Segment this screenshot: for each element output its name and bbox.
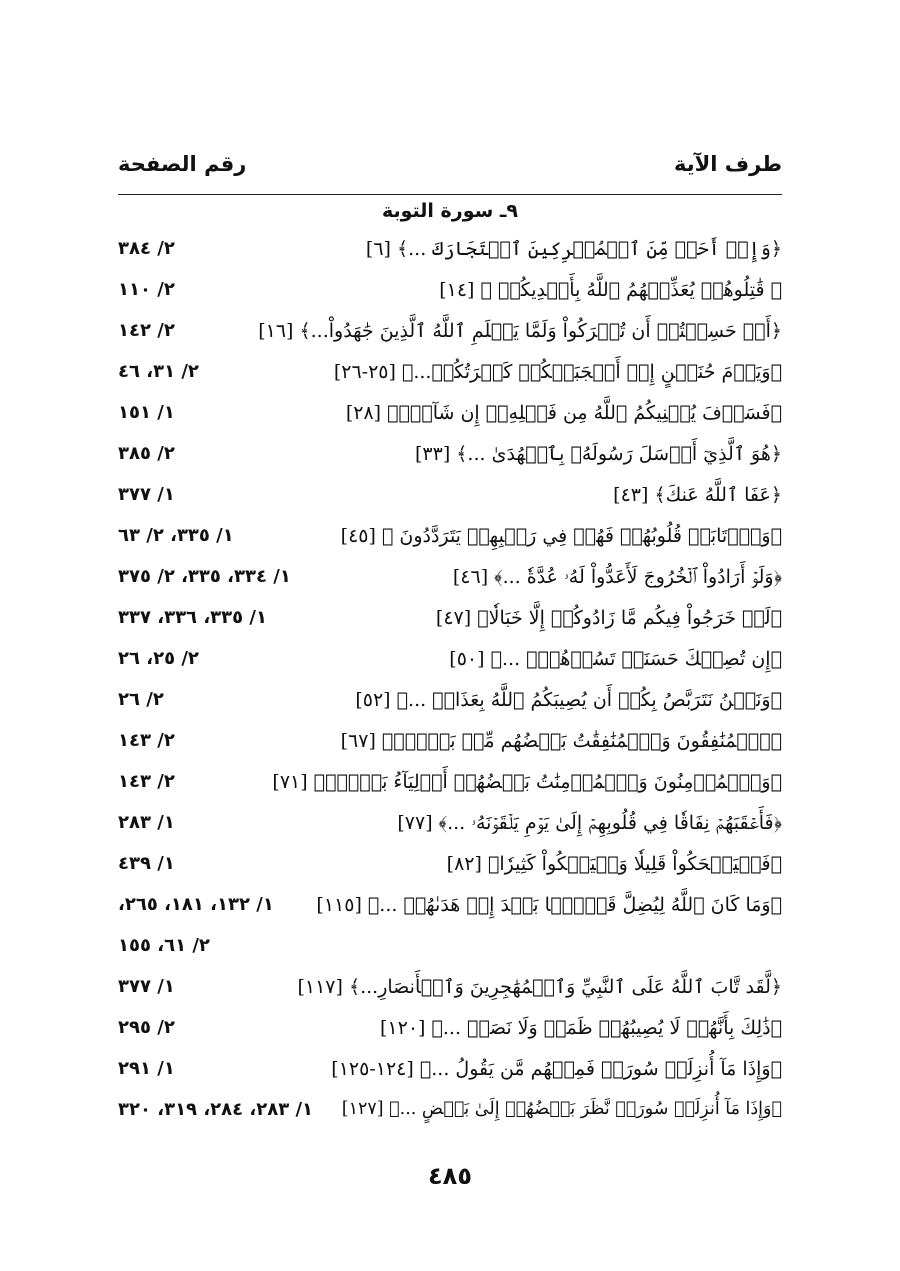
page-reference: ٢/ ١١٠ <box>118 279 175 300</box>
page-reference: ٢/ ٢٩٥ <box>118 1017 175 1038</box>
page-reference: ٢/ ٢٦ <box>118 689 164 710</box>
page-reference: ١/ ٢٨٣، ٢٨٤، ٣١٩، ٣٢٠ <box>118 1099 314 1120</box>
table-row <box>118 646 782 687</box>
table-row <box>118 605 782 646</box>
verse-excerpt: ﴿لَوۡ خَرَجُواْ فِيكُم مَّا زَادُوكُمۡ إِلَّا خَبَالٗا﴾ [٤٧] <box>435 607 782 629</box>
verse-excerpt: ﴿وَإِذَا مَآ أُنزِلَتۡ سُورَةٞ فَمِنۡهُم مَّن يَقُولُ ...﴾ [١٢٤-١٢٥] <box>331 1058 782 1080</box>
page-reference: ١/ ٣٣٥، ٢/ ٦٣ <box>118 525 234 546</box>
table-row <box>118 1015 782 1056</box>
table-row <box>118 687 782 728</box>
header-divider <box>118 194 782 195</box>
verse-excerpt: ﴿وَإِذَا مَآ أُنزِلَتۡ سُورَةٞ نَّظَرَ بَعۡضُهُمۡ إِلَىٰ بَعۡضٍ ...﴾ [١٢٧] <box>341 1099 782 1119</box>
page-reference: ١/ ٢٨٣ <box>118 812 175 833</box>
table-row <box>118 523 782 564</box>
verse-excerpt: ﴿إِن تُصِبۡكَ حَسَنَةٞ تَسُؤۡهُمۡۖ ...﴾ [٥٠] <box>449 648 782 670</box>
verse-excerpt: ﴿ذَٰلِكَ بِأَنَّهُمۡ لَا يُصِيبُهُمۡ ظَمَأٞ وَلَا نَصَبٞ ...﴾ [١٢٠] <box>379 1017 782 1039</box>
page-reference: ١/ ٣٧٧ <box>118 976 175 997</box>
table-row <box>118 564 782 605</box>
page-reference: ٢/ ١٤٣ <box>118 771 175 792</box>
table-header <box>118 152 782 192</box>
page-reference: ٢/ ٣١، ٤٦ <box>118 361 199 382</box>
verse-excerpt: ﴿وَلَوۡ أَرَادُواْ ٱلۡخُرُوجَ لَأَعَدُّواْ لَهُۥ عُدَّةٗ ...﴾ [٤٦] <box>452 566 782 588</box>
verse-excerpt: ﴿وَٱرۡتَابَتۡ قُلُوبُهُمۡ فَهُمۡ فِي رَيۡبِهِمۡ يَتَرَدَّدُونَ ﴾ [٤٥] <box>340 525 782 547</box>
verse-excerpt: ﴿هُوَ ٱلَّذِيٓ أَرۡسَلَ رَسُولَهُۥ بِٱلۡهُدَىٰ ...﴾ [٣٣] <box>415 443 782 465</box>
page-reference-continued: ٢/ ٦١، ١٥٥ <box>118 935 210 956</box>
table-row <box>118 810 782 851</box>
verse-excerpt: ﴿وَيَوۡمَ حُنَيۡنٍ إِذۡ أَعۡجَبَتۡكُمۡ كَثۡرَتُكُمۡ...﴾ [٢٥-٢٦] <box>333 361 782 383</box>
header-verse-column: طرف الآية <box>673 152 782 176</box>
verse-excerpt: ﴿فَلۡيَضۡحَكُواْ قَلِيلٗا وَلۡيَبۡكُواْ كَثِيرٗا﴾ [٨٢] <box>446 853 782 875</box>
table-row <box>118 318 782 359</box>
page-reference: ٢/ ١٤٣ <box>118 730 175 751</box>
page-reference: ١/ ٣٣٥، ٣٣٦، ٣٣٧ <box>118 607 267 628</box>
surah-title: ٩ـ سورة التوبة <box>381 200 519 222</box>
verse-excerpt: ﴿وَنَحۡنُ نَتَرَبَّصُ بِكُمۡ أَن يُصِيبَكُمُ ٱللَّهُ بِعَذَابٖ ...﴾ [٥٢] <box>355 689 782 711</box>
verse-excerpt: ﴿لَّقَد تَّابَ ٱللَّهُ عَلَى ٱلنَّبِيِّ وَٱلۡمُهَٰجِرِينَ وَٱلۡأَنصَارِ...﴾ [١١٧] <box>297 976 782 998</box>
table-row <box>118 1097 782 1138</box>
page-reference: ٢/ ٣٨٥ <box>118 443 175 464</box>
verse-excerpt: ﴿وَإِنۡ أَحَدٞ مِّنَ ٱلۡمُشۡرِكِينَ ٱسۡتَجَارَكَ ...﴾ [٦] <box>365 238 782 260</box>
table-row <box>118 359 782 400</box>
header-page-column: رقم الصفحة <box>118 152 247 176</box>
table-row <box>118 482 782 523</box>
verse-excerpt: ﴿فَأَعۡقَبَهُمۡ نِفَاقٗا فِي قُلُوبِهِمۡ إِلَىٰ يَوۡمِ يَلۡقَوۡنَهُۥ ...﴾ [٧٧] <box>397 812 782 834</box>
table-row <box>118 400 782 441</box>
table-row <box>118 974 782 1015</box>
table-row <box>118 441 782 482</box>
page-reference: ١/ ٤٣٩ <box>118 853 175 874</box>
verse-excerpt: ﴿عَفَا ٱللَّهُ عَنكَ﴾ [٤٣] <box>613 484 782 506</box>
table-row <box>118 236 782 277</box>
page-reference: ١/ ١٥١ <box>118 402 175 423</box>
page-number: ٤٨٥ <box>428 1162 472 1190</box>
table-row <box>118 851 782 892</box>
verse-excerpt: ﴿ٱلۡمُنَٰفِقُونَ وَٱلۡمُنَٰفِقَٰتُ بَعۡضُهُم مِّنۢ بَعۡضٖۚ﴾ [٦٧] <box>340 730 782 752</box>
page-reference: ١/ ١٣٢، ١٨١، ٢٦٥، <box>118 894 274 915</box>
table-row <box>118 277 782 318</box>
page-reference: ١/ ٣٧٧ <box>118 484 175 505</box>
verse-excerpt: ﴿وَٱلۡمُؤۡمِنُونَ وَٱلۡمُؤۡمِنَٰتُ بَعۡضُهُمۡ أَوۡلِيَآءُ بَعۡضٖۚ﴾ [٧١] <box>272 771 782 793</box>
page-reference: ٢/ ٢٥، ٢٦ <box>118 648 199 669</box>
table-row <box>118 769 782 810</box>
table-row <box>118 892 782 974</box>
table-row <box>118 728 782 769</box>
table-row <box>118 1056 782 1097</box>
page-reference: ٢/ ٣٨٤ <box>118 238 175 259</box>
verse-excerpt: ﴿ قَٰتِلُوهُمۡ يُعَذِّبۡهُمُ ٱللَّهُ بِأَيۡدِيكُمۡ ﴾ [١٤] <box>439 279 782 301</box>
page-reference: ٢/ ١٤٢ <box>118 320 175 341</box>
verse-excerpt: ﴿وَمَا كَانَ ٱللَّهُ لِيُضِلَّ قَوۡمَۢا بَعۡدَ إِذۡ هَدَىٰهُمۡ ...﴾ [١١٥] <box>316 894 782 916</box>
index-table <box>118 236 782 1138</box>
page-reference: ١/ ٢٩١ <box>118 1058 175 1079</box>
page-reference: ١/ ٣٣٤، ٣٣٥، ٢/ ٣٧٥ <box>118 566 291 587</box>
verse-excerpt: ﴿أَمۡ حَسِبۡتُمۡ أَن تُتۡرَكُواْ وَلَمَّا يَعۡلَمِ ٱللَّهُ ٱلَّذِينَ جَٰهَدُواْ...﴾ [١٦] <box>258 320 782 342</box>
verse-excerpt: ﴿فَسَوۡفَ يُغۡنِيكُمُ ٱللَّهُ مِن فَضۡلِهِۦٓ إِن شَآءَۚ﴾ [٢٨] <box>345 402 782 424</box>
